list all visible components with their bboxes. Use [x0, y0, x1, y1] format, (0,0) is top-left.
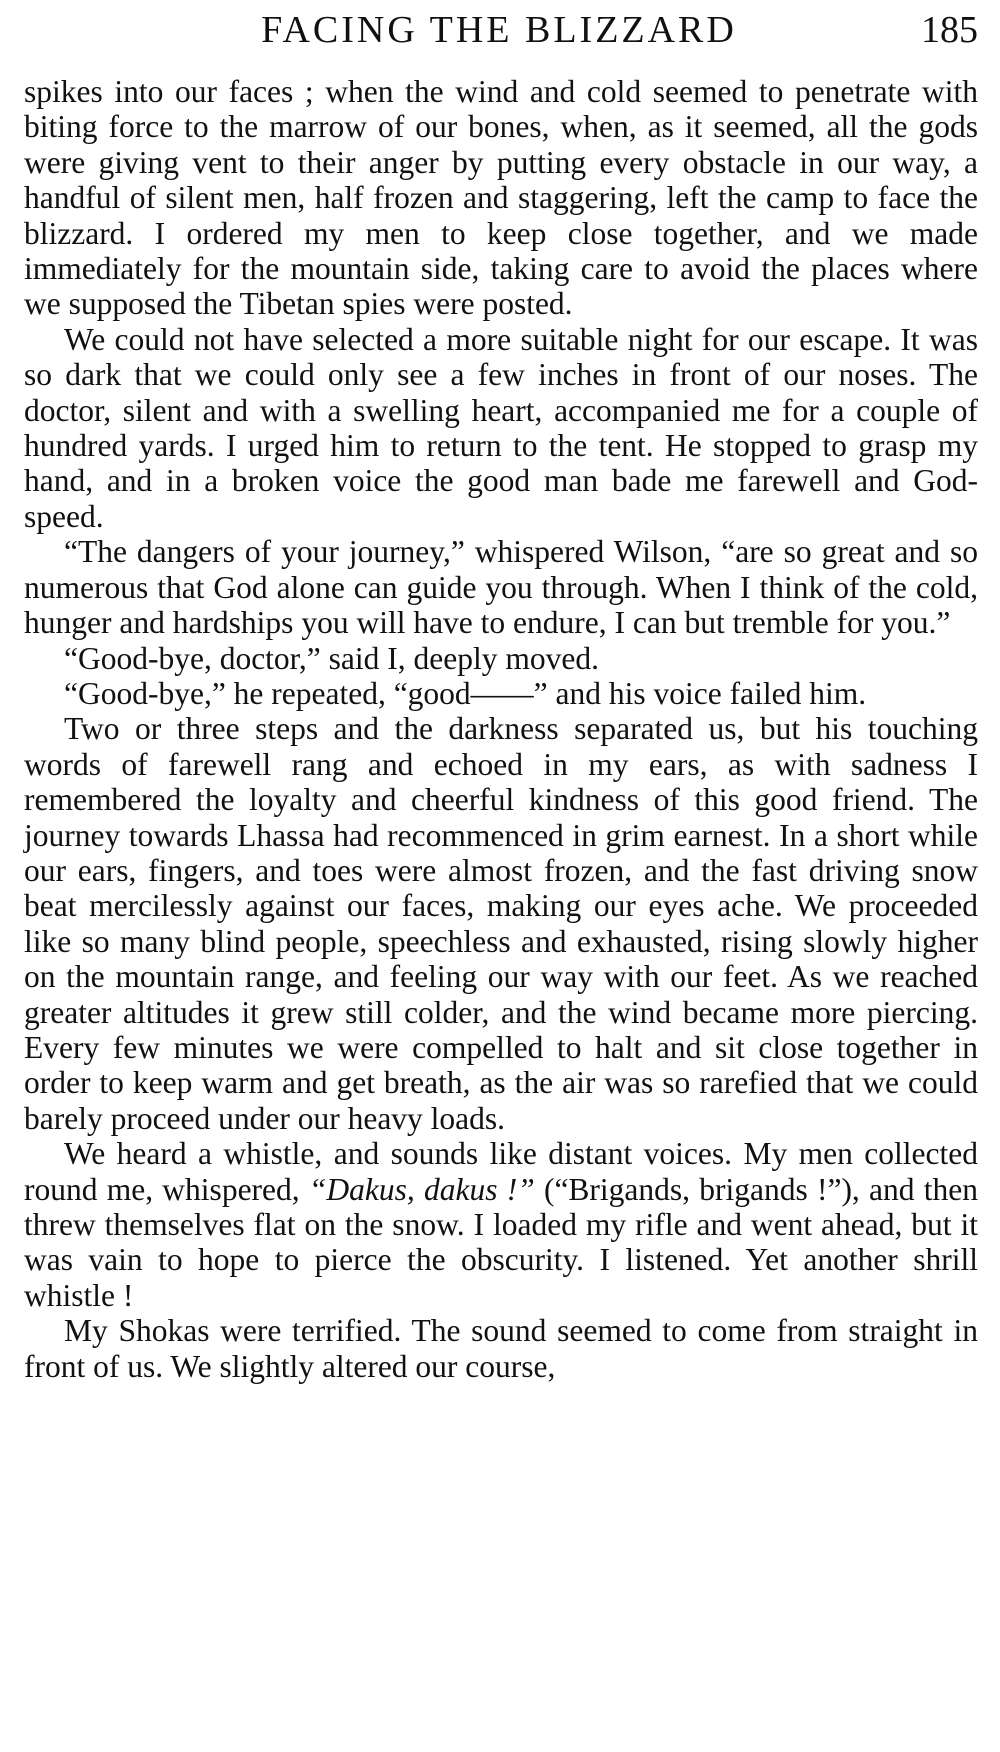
paragraph-dialogue: “Good-bye, doctor,” said I, deeply moved. — [64, 640, 599, 676]
paragraph-dialogue: “The dangers of your journey,” whispered Wilson, “are so great and so numerous that God alone can guide you through. When I think of the cold, hunger and hardships you will have to endure, I can but tremble for you.” — [24, 534, 978, 641]
running-head — [20, 6, 978, 54]
running-title: FACING THE BLIZZARD — [261, 9, 737, 51]
paragraph-text: We heard a whistle, and sounds like distant voices. My men collected round me, whispered, — [24, 1136, 978, 1207]
page-number: 185 — [921, 9, 978, 51]
italic-phrase: “Dakus, dakus !” — [308, 1171, 535, 1207]
paragraph-text: (“Brigands, brigands !”), and then threw themselves flat on the snow. I loaded my rifle and went ahead, but it was vain to hope to pierce the obscurity. I listened. Yet another shrill whistle ! — [24, 1171, 978, 1313]
paragraph-dialogue: “Good-bye,” he repeated, “good——” and his voice failed him. — [64, 675, 867, 711]
paragraph-continued: spikes into our faces ; when the wind and cold seemed to penetrate with biting force to the marrow of our bones, when, as it seemed, all the gods were giving vent to their anger by putting every obstacle in our way, a handful of silent men, half frozen and staggering, left the camp to face the blizzard. I ordered my men to keep close together, and we made immediately for the mountain side, taking care to avoid the places where we supposed the Tibetan spies were posted. — [24, 74, 978, 322]
paragraph — [24, 1136, 978, 1313]
paragraph: Two or three steps and the darkness separated us, but his touching words of farewell rang and echoed in my ears, as with sadness I remembered the loyalty and cheerful kindness of this good friend. The journey towards Lhassa had recommenced in grim earnest. In a short while our ears, fingers, and toes were almost frozen, and the fast driving snow beat mercilessly against our faces, making our eyes ache. We proceeded like so many blind people, speechless and exhausted, rising slowly higher on the mountain range, and feeling our way with our feet. As we reached greater altitudes it grew still colder, and the wind became more piercing. Every few minutes we were compelled to halt and sit close together in order to keep warm and get breath, as the air was so rarefied that we could barely proceed under our heavy loads. — [24, 711, 978, 1136]
paragraph: We could not have selected a more suitable night for our escape. It was so dark that we could only see a few inches in front of our noses. The doctor, silent and with a swelling heart, accompanied me for a couple of hundred yards. I urged him to return to the tent. He stopped to grasp my hand, and in a broken voice the good man bade me farewell and God-speed. — [24, 321, 978, 534]
paragraph-continues: My Shokas were terrified. The sound seemed to come from straight in front of us. We slightly altered our course, — [24, 1313, 978, 1384]
body-text — [24, 74, 978, 1384]
